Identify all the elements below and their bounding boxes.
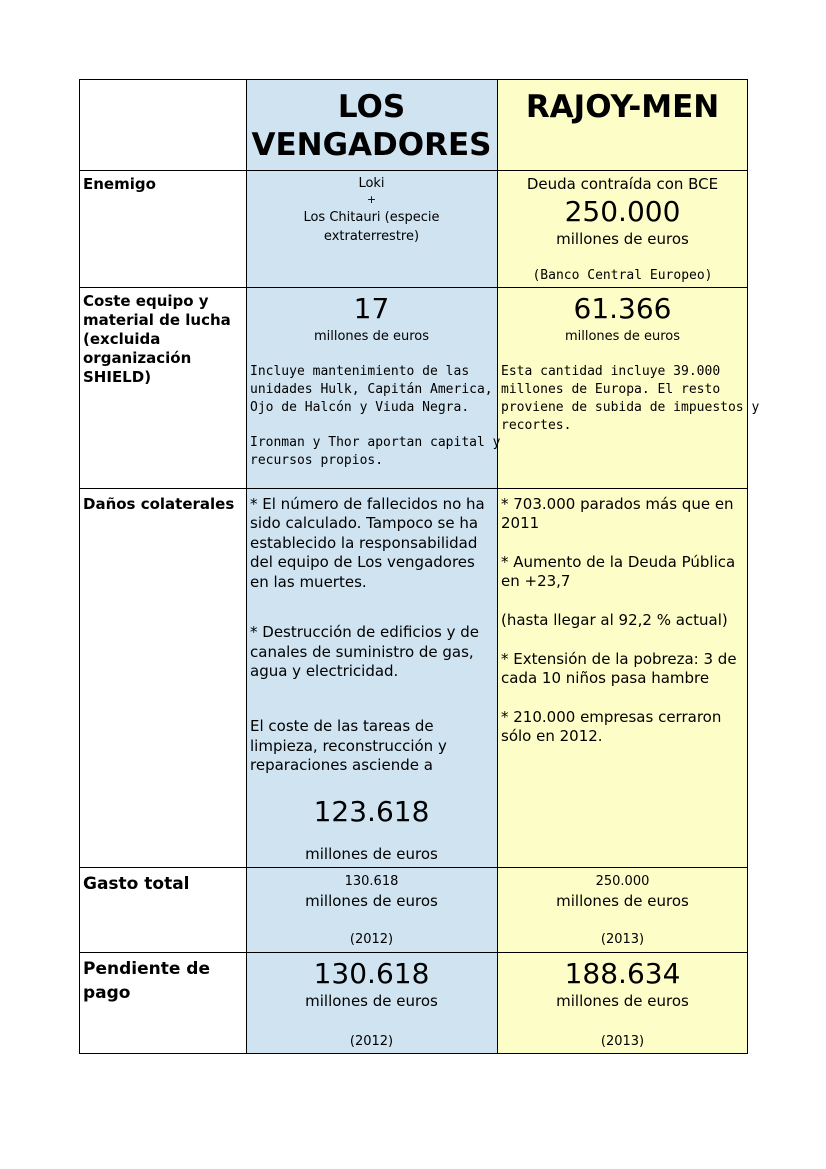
pendiente-rajoy-year: (2013) [600, 1034, 645, 1049]
danos-avengers-p1-l4: del equipo de Los vengadores [250, 553, 475, 571]
gasto-rajoy-unit: millones de euros [556, 892, 689, 910]
pendiente-avengers-year: (2012) [349, 1034, 394, 1049]
pendiente-avengers-amount: 130.618 [313, 957, 430, 990]
label-pendiente-1: Pendiente de [83, 959, 210, 979]
coste-rajoy-p1-l3: proviene de subida de impuestos y [501, 400, 760, 415]
label-coste-1: Coste equipo y [83, 292, 209, 310]
danos-avengers-p2-l3: agua y electricidad. [250, 662, 399, 680]
coste-avengers-p1-l3: Ojo de Halcón y Viuda Negra. [250, 400, 470, 415]
gasto-avengers-year: (2012) [349, 932, 394, 947]
enemigo-rajoy-line1: Deuda contraída con BCE [526, 175, 719, 193]
coste-avengers-p1-l2: unidades Hulk, Capitán America, [250, 382, 493, 397]
coste-avengers-amount: 17 [353, 292, 390, 325]
enemigo-avengers-line1: Loki [358, 176, 385, 191]
table-border-top [79, 79, 748, 80]
coste-rajoy-p1-l2: millones de Europa. El resto [501, 382, 721, 397]
coste-rajoy-p1-l4: recortes. [501, 418, 572, 433]
pendiente-rajoy-unit: millones de euros [556, 992, 689, 1010]
header-avengers: LOS VENGADORES [251, 89, 492, 163]
danos-avengers-p3-l2: limpieza, reconstrucción y [250, 737, 447, 755]
enemigo-avengers-line2: Los Chitauri (especie [303, 210, 440, 225]
enemigo-rajoy-note: (Banco Central Europeo) [532, 268, 713, 283]
danos-rajoy-p4-l2: cada 10 niños pasa hambre [501, 669, 710, 687]
danos-rajoy-p1-l1: * 703.000 parados más que en [501, 495, 734, 513]
pendiente-avengers-unit: millones de euros [305, 992, 438, 1010]
danos-rajoy-p2-l1: * Aumento de la Deuda Pública [501, 553, 736, 571]
header-rajoy: RAJOY-MEN [525, 89, 720, 125]
danos-avengers-p2-l2: canales de suministro de gas, [250, 643, 474, 661]
label-pendiente-2: pago [83, 983, 131, 1003]
row-divider-gasto [79, 952, 748, 953]
coste-avengers-p2-l2: recursos propios. [250, 453, 384, 468]
gasto-rajoy-amount: 250.000 [595, 874, 650, 889]
label-coste-3: (excluida [83, 330, 161, 348]
coste-rajoy-unit: millones de euros [564, 329, 680, 344]
danos-avengers-p2-l1: * Destrucción de edificios y de [250, 623, 479, 641]
label-danos: Daños colaterales [83, 495, 235, 513]
danos-avengers-amount: 123.618 [313, 795, 430, 828]
enemigo-avengers-line3: extraterrestre) [323, 229, 420, 244]
danos-rajoy-p2-l2: en +23,7 [501, 572, 571, 590]
danos-rajoy-p5-l1: * 210.000 empresas cerraron [501, 708, 722, 726]
danos-avengers-unit: millones de euros [305, 845, 438, 863]
danos-avengers-p3-l3: reparaciones asciende a [250, 756, 433, 774]
danos-avengers-p1-l3: establecido la responsabilidad [250, 534, 478, 552]
gasto-avengers-amount: 130.618 [344, 874, 399, 889]
row-divider-danos [79, 867, 748, 868]
pendiente-rajoy-amount: 188.634 [564, 957, 681, 990]
coste-rajoy-p1-l1: Esta cantidad incluye 39.000 [501, 364, 721, 379]
table-border-bottom [79, 1053, 748, 1054]
danos-avengers-p1-l2: sido calculado. Tampoco se ha [250, 514, 479, 532]
enemigo-rajoy-unit: millones de euros [556, 230, 689, 248]
label-coste-2: material de lucha [83, 311, 231, 329]
gasto-rajoy-year: (2013) [600, 932, 645, 947]
coste-avengers-p2-l1: Ironman y Thor aportan capital y [250, 435, 501, 450]
gasto-avengers-unit: millones de euros [305, 892, 438, 910]
label-coste-5: SHIELD) [83, 368, 152, 386]
row-divider-coste [79, 488, 748, 489]
enemigo-avengers-plus: + [366, 193, 377, 206]
danos-rajoy-p4-l1: * Extensión de la pobreza: 3 de [501, 650, 737, 668]
coste-rajoy-amount: 61.366 [573, 292, 672, 325]
label-gasto: Gasto total [83, 874, 190, 894]
danos-rajoy-p3-l1: (hasta llegar al 92,2 % actual) [501, 611, 728, 629]
row-divider-enemigo [79, 287, 748, 288]
table-border-left [79, 79, 80, 1054]
danos-rajoy-p1-l2: 2011 [501, 514, 540, 532]
danos-rajoy-p5-l2: sólo en 2012. [501, 727, 603, 745]
enemigo-rajoy-amount: 250.000 [564, 195, 681, 228]
coste-avengers-unit: millones de euros [313, 329, 429, 344]
coste-avengers-p1-l1: Incluye mantenimiento de las [250, 364, 470, 379]
label-coste-4: organización [83, 349, 192, 367]
label-enemigo: Enemigo [83, 175, 156, 193]
danos-avengers-p3-l1: El coste de las tareas de [250, 717, 434, 735]
row-divider-header [79, 170, 748, 171]
danos-avengers-p1-l1: * El número de fallecidos no ha [250, 495, 485, 513]
danos-avengers-p1-l5: en las muertes. [250, 573, 367, 591]
